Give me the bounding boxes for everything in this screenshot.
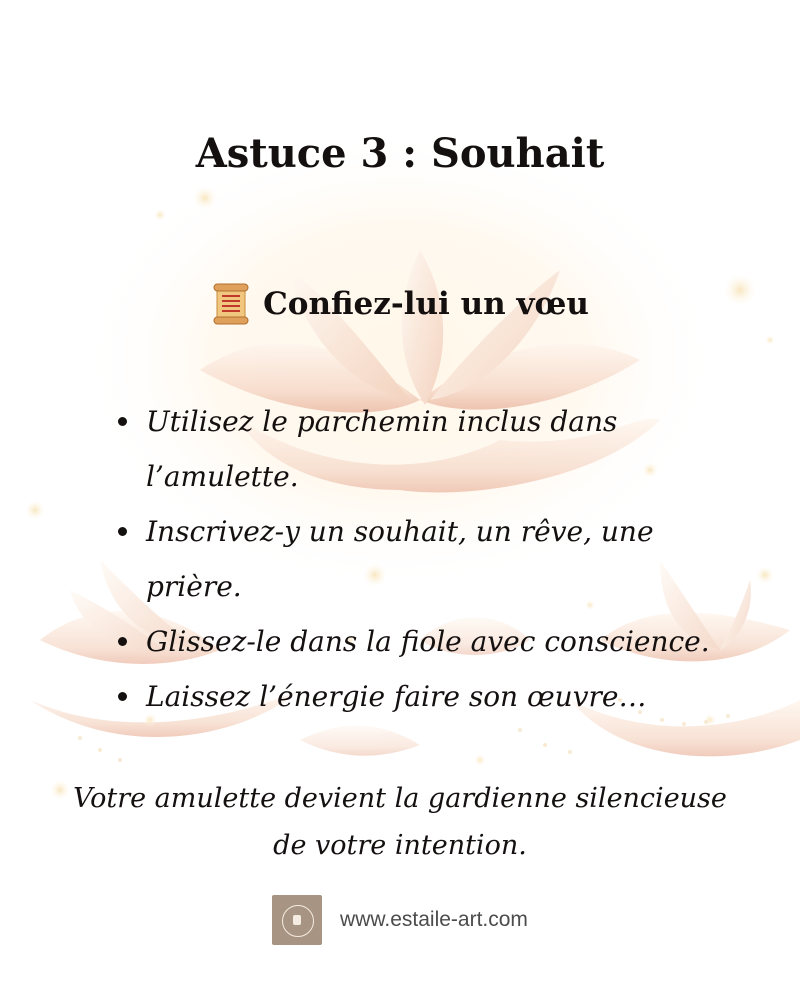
closing-text: Votre amulette devient la gardienne silencieuse de votre intention. xyxy=(73,783,727,861)
logo-mark xyxy=(293,915,301,925)
list-item xyxy=(118,614,718,669)
bullet-icon xyxy=(118,692,127,701)
list-item-text: Inscrivez-y un souhait, un rêve, une prière. xyxy=(146,515,654,603)
bullet-list xyxy=(118,394,718,724)
bullet-icon xyxy=(118,637,127,646)
footer xyxy=(0,894,800,946)
list-item xyxy=(118,394,718,504)
list-item xyxy=(118,504,718,614)
list-item-text: Laissez l’énergie faire son œuvre… xyxy=(146,680,647,713)
list-item-text: Utilisez le parchemin inclus dans l’amulette. xyxy=(146,405,618,493)
subtitle xyxy=(0,282,800,326)
website-link[interactable]: www.estaile-art.com xyxy=(340,908,528,931)
bullet-icon xyxy=(118,527,127,536)
scroll-icon xyxy=(211,282,251,326)
brand-logo xyxy=(272,895,322,945)
bullet-icon xyxy=(118,417,127,426)
subtitle-text: Confiez-lui un vœu xyxy=(263,286,589,322)
page-title: Astuce 3 : Souhait xyxy=(195,130,605,177)
list-item xyxy=(118,669,718,724)
list-item-text: Glissez-le dans la fiole avec conscience. xyxy=(146,625,710,658)
